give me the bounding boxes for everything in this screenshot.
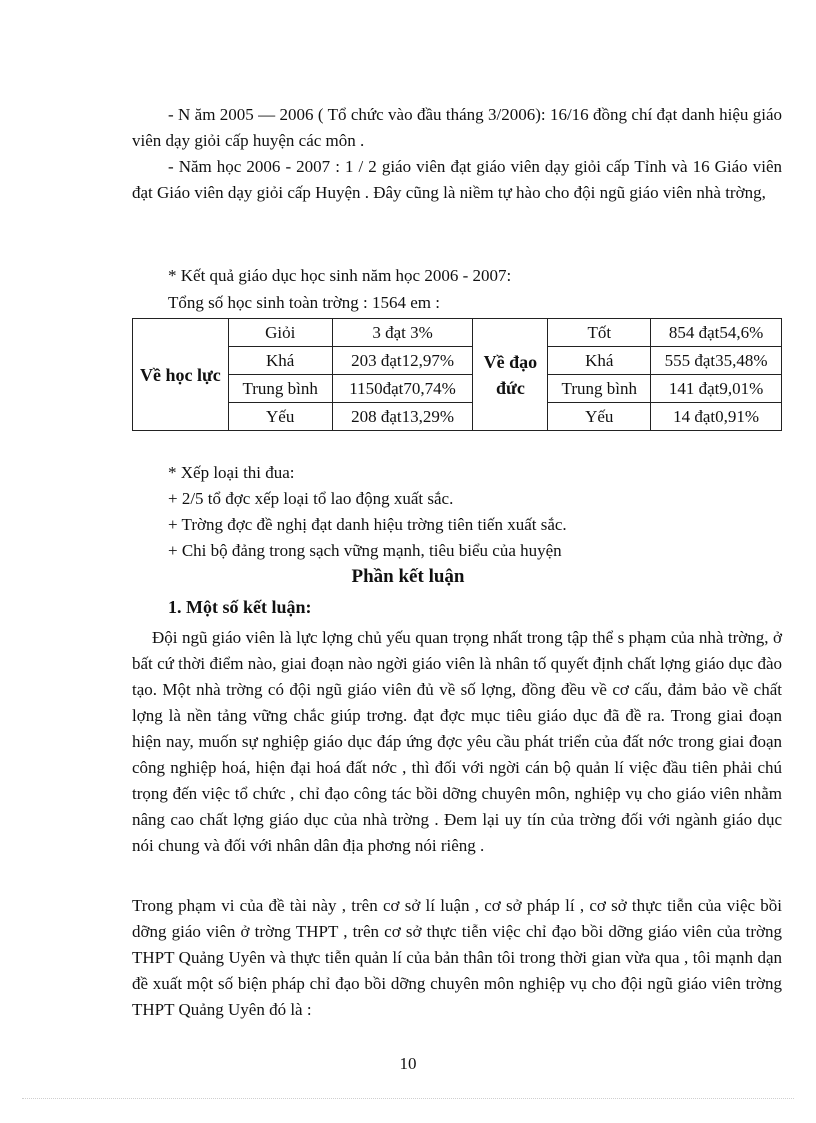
table-cell: 203 đạt12,97%	[332, 347, 473, 375]
emulation-item: + Trờng đợc đề nghị đạt danh hiệu trờng tiên tiến xuất sắc.	[168, 515, 567, 534]
table-cell: Trung bình	[228, 375, 332, 403]
table-cell: 854 đạt54,6%	[651, 319, 782, 347]
subsection-title: 1. Một số kết luận:	[168, 597, 312, 617]
table-cell: 3 đạt 3%	[332, 319, 473, 347]
paragraph-2005-2006: - N ăm 2005 — 2006 ( Tổ chức vào đầu tháng 3/2006): 16/16 đồng chí đạt danh hiệu giáo viên dạy giỏi cấp huyện các môn .	[132, 105, 782, 150]
table-row	[133, 319, 782, 347]
table-cell: Tốt	[548, 319, 651, 347]
page-number: 10	[399, 1054, 417, 1073]
table-cell: Giỏi	[228, 319, 332, 347]
results-table-body	[133, 319, 782, 431]
page-footer-divider	[22, 1098, 794, 1099]
table-cell: 14 đạt0,91%	[651, 403, 782, 431]
conclusion-paragraph: Đội ngũ giáo viên là lực lợng chủ yếu quan trọng nhất trong tập thể s phạm của nhà trờng, ở bất cứ thời điểm nào, giai đoạn nào ngời giáo viên là nhân tố quyết định chất lợng giáo dục đào tạo. Một nhà trờng có đội ngũ giáo viên đủ về số lợng, đồng đều về cơ cấu, đảm bảo về chất lợng là nền tảng vững chắc giúp trơng. đạt đợc mục tiêu giáo dục đã đề ra. Trong giai đoạn hiện nay, muốn sự nghiệp giáo dục đáp ứng đợc yêu cầu phát triển của đất nớc trong giai đoạn công nghiệp hoá, hiện đại hoá đất nớc , thì đối với ngời cán bộ quản lí việc đầu tiên phải chú trọng đến việc tổ chức , chỉ đạo công tác bồi dỡng chuyên môn, nghiệp vụ cho giáo viên nhằm nâng cao chất lợng giáo dục của nhà trờng . Đem lại uy tín của trờng đối với ngành giáo dục nói chung và đối với nhân dân địa phơng nói riêng .	[132, 628, 782, 855]
table-cell: Yếu	[228, 403, 332, 431]
scope-paragraph: Trong phạm vi của đề tài này , trên cơ sở lí luận , cơ sở pháp lí , cơ sở thực tiễn của việc bồi dỡng giáo viên ở trờng THPT , trên cơ sở thực tiễn việc chỉ đạo bồi dỡng giáo viên của trờng THPT Quảng Uyên và thực tiễn quản lí của bản thân tôi trong thời gian vừa qua , tôi mạnh dạn đề xuất một số biện pháp chỉ đạo bồi dỡng chuyên môn nghiệp vụ cho đội ngũ giáo viên trờng THPT Quảng Uyên đó là :	[132, 896, 782, 1019]
paragraph-2006-2007: - Năm học 2006 - 2007 : 1 / 2 giáo viên đạt giáo viên dạy giỏi cấp Tỉnh và 16 Giáo viên đạt Giáo viên dạy giỏi cấp Huyện . Đây cũng là niềm tự hào cho đội ngũ giáo viên nhà trờng,	[132, 157, 782, 202]
table-cell: Yếu	[548, 403, 651, 431]
emulation-heading: * Xếp loại thi đua:	[168, 463, 295, 482]
table-cell: Khá	[228, 347, 332, 375]
results-table	[132, 318, 782, 431]
emulation-item: + 2/5 tổ đợc xếp loại tổ lao động xuất sắc.	[168, 489, 454, 508]
section-title: Phần kết luận	[351, 566, 465, 587]
table-row	[133, 347, 782, 375]
table-cell: 208 đạt13,29%	[332, 403, 473, 431]
conduct-header-cell: Về đạo đức	[473, 319, 548, 431]
education-results-heading: * Kết quả giáo dục học sinh năm học 2006 - 2007:	[168, 266, 512, 285]
table-cell: Khá	[548, 347, 651, 375]
total-students-line: Tổng số học sinh toàn trờng : 1564 em :	[168, 293, 440, 312]
table-row	[133, 403, 782, 431]
table-cell: 141 đạt9,01%	[651, 375, 782, 403]
table-cell: Trung bình	[548, 375, 651, 403]
table-cell: 1150đạt70,74%	[332, 375, 473, 403]
table-cell: 555 đạt35,48%	[651, 347, 782, 375]
academic-header-cell: Về học lực	[133, 319, 229, 431]
table-row	[133, 375, 782, 403]
emulation-item: + Chi bộ đảng trong sạch vững mạnh, tiêu biểu của huyện	[168, 541, 562, 560]
